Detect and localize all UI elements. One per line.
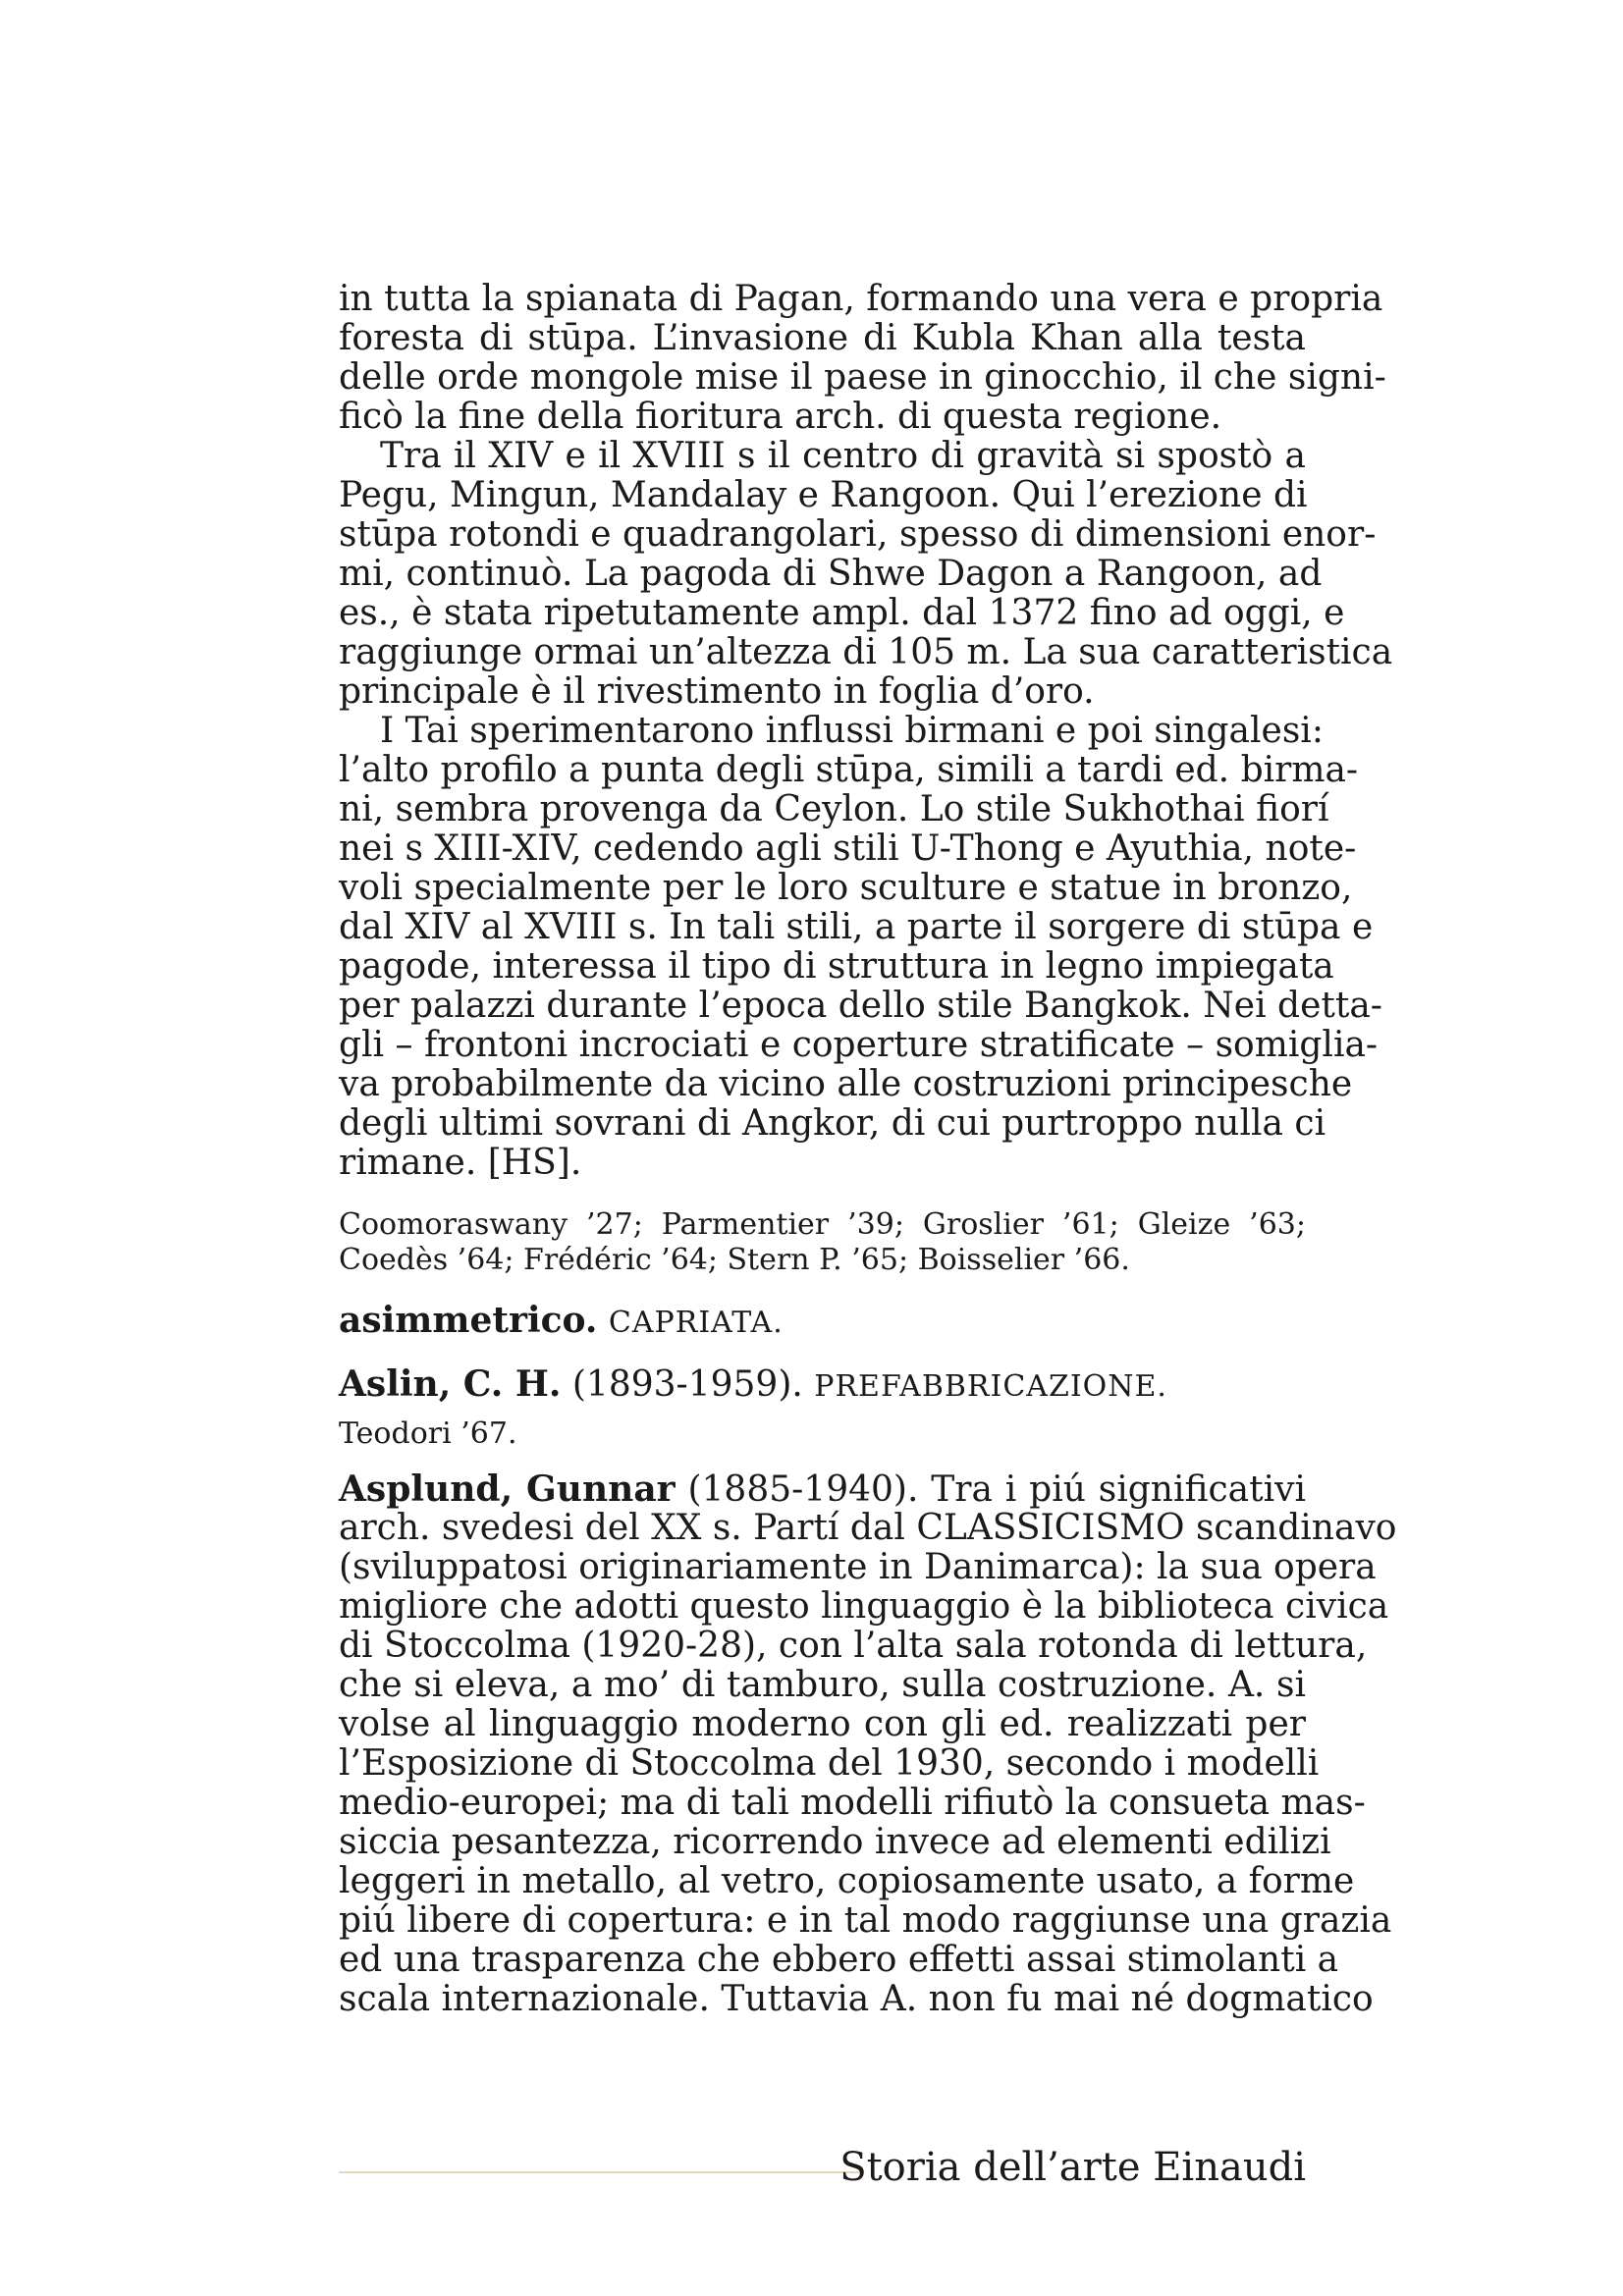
text-line: leggeri in metallo, al vetro, copiosamente usato, a forme (339, 1861, 1355, 1901)
text-line: volse al linguaggio moderno con gli ed. realizzati per (339, 1704, 1306, 1744)
text-line: rimane. [HS]. (339, 1143, 582, 1183)
entry-headword: Aslin, C. H. (339, 1363, 562, 1405)
paragraph-pegu (339, 436, 1393, 712)
text-line: ficò la fine della fioritura arch. di questa regione. (339, 397, 1222, 437)
entry-headword: asimmetrico. (339, 1300, 598, 1341)
entry-intro: (1885-1940). Tra i piú significativi (687, 1469, 1306, 1510)
text-line: Pegu, Mingun, Mandalay e Rangoon. Qui l’erezione di (339, 475, 1308, 515)
text-line: voli specialmente per le loro sculture e statue in bronzo, (339, 868, 1353, 908)
text-line: raggiunge ormai un’altezza di 105 m. La sua caratteristica (339, 632, 1393, 672)
text-line: migliore che adotti questo linguaggio è la biblioteca civica (339, 1586, 1389, 1627)
paragraph-tai (339, 711, 1382, 1183)
entry-aslin (339, 1364, 1306, 1407)
text-line: per palazzi durante l’epoca dello stile Bangkok. Nei detta- (339, 986, 1382, 1026)
entry-headword: Asplund, Gunnar (339, 1468, 676, 1510)
cross-reference: CAPRIATA. (608, 1306, 784, 1340)
reference-line: Teodori ’67. (339, 1416, 517, 1451)
text-line: pagode, interessa il tipo di struttura in legno impiegata (339, 946, 1334, 987)
text-line: gli – frontoni incrociati e coperture stratificate – somiglia- (339, 1025, 1379, 1065)
entry-dates: (1893-1959). (571, 1364, 803, 1405)
text-line: va probabilmente da vicino alle costruzioni principesche (339, 1064, 1353, 1104)
text-line: nei s XIII-XIV, cedendo agli stili U-Thong e Ayuthia, note- (339, 828, 1357, 869)
text-line: scala internazionale. Tuttavia A. non fu mai né dogmatico (339, 1979, 1374, 2019)
text-line: delle orde mongole mise il paese in ginocchio, il che signi- (339, 357, 1386, 398)
text-line: (sviluppatosi originariamente in Danimarca): la sua opera (339, 1547, 1377, 1587)
text-line: foresta di stūpa. L’invasione di Kubla Khan alla testa (339, 318, 1306, 358)
text-line: I Tai sperimentarono influssi birmani e poi singalesi: (380, 711, 1324, 751)
reference-line: Coedès ’64; Frédéric ’64; Stern P. ’65; Boisselier ’66. (339, 1243, 1130, 1277)
text-line: ed una trasparenza che ebbero effetti assai stimolanti a (339, 1940, 1339, 1980)
footer-title: Storia dell’arte Einaudi (839, 2145, 1306, 2190)
cross-reference: PREFABBRICAZIONE. (814, 1369, 1167, 1404)
text-line: in tutta la spianata di Pagan, formando una vera e propria (339, 279, 1383, 319)
paragraph-pagan (339, 279, 1386, 437)
text-line: Tra il XIV e il XVIII s il centro di gravità si spostò a (380, 436, 1306, 476)
text-line: stūpa rotondi e quadrangolari, spesso di dimensioni enor- (339, 514, 1377, 555)
text-line: di Stoccolma (1920-28), con l’alta sala rotonda di lettura, (339, 1626, 1368, 1666)
text-line: arch. svedesi del XX s. Partí dal CLASSICISMO scandinavo (339, 1508, 1397, 1548)
text-line: l’Esposizione di Stoccolma del 1930, secondo i modelli (339, 1743, 1320, 1784)
text-line: che si eleva, a mo’ di tamburo, sulla costruzione. A. si (339, 1665, 1306, 1705)
text-line: l’alto profilo a punta degli stūpa, simili a tardi ed. birma- (339, 750, 1359, 790)
text-line: piú libere di copertura: e in tal modo raggiunse una grazia (339, 1900, 1392, 1941)
text-line: degli ultimi sovrani di Angkor, di cui purtroppo nulla ci (339, 1103, 1326, 1144)
footer-rule (339, 2171, 859, 2173)
entry-asplund (339, 1468, 1397, 2019)
text-line: es., è stata ripetutamente ampl. dal 1372 fino ad oggi, e (339, 593, 1345, 633)
text-line: siccia pesantezza, ricorrendo invece ad elementi edilizi (339, 1822, 1331, 1862)
entry-asimmetrico (339, 1301, 1306, 1343)
text-line: mi, continuò. La pagoda di Shwe Dagon a Rangoon, ad (339, 554, 1323, 594)
reference-line: Coomoraswany ’27; Parmentier ’39; Groslier ’61; Gleize ’63; (339, 1207, 1306, 1242)
bibliography-references (339, 1207, 1306, 1278)
text-line (339, 1469, 1306, 1509)
entry-aslin-reference (339, 1416, 1306, 1452)
text-line: ni, sembra provenga da Ceylon. Lo stile Sukhothai fiorí (339, 789, 1329, 829)
text-line: principale è il rivestimento in foglia d’oro. (339, 671, 1095, 712)
text-line: dal XIV al XVIII s. In tali stili, a parte il sorgere di stūpa e (339, 907, 1374, 947)
text-line: medio-europei; ma di tali modelli rifiutò la consueta mas- (339, 1783, 1366, 1823)
